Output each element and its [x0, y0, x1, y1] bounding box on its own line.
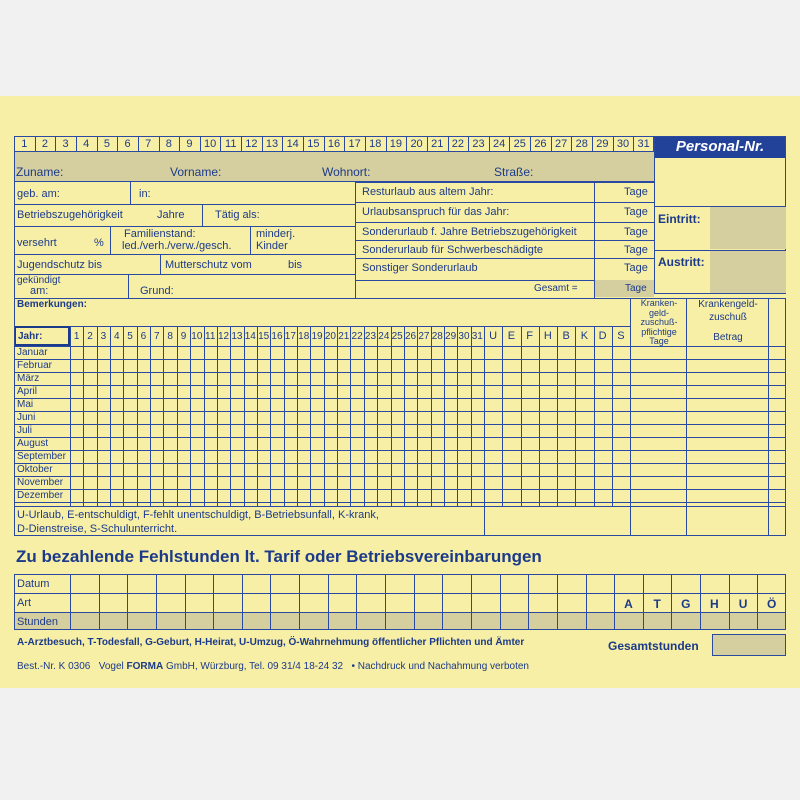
month-april: April: [17, 386, 38, 397]
day-header-divider: [448, 136, 449, 152]
wohnort-label: Wohnort:: [322, 165, 371, 179]
urlaub-row-unit: Tage: [624, 186, 648, 198]
fs-col-line: [442, 574, 443, 630]
grid-col-line: [217, 326, 218, 506]
grid-day-5: 5: [127, 331, 133, 342]
grid-row-line: [14, 463, 786, 464]
day-header-divider: [468, 136, 469, 152]
fs-col-line: [270, 574, 271, 630]
grid-day-9: 9: [180, 331, 187, 342]
urlaub-row-line: [356, 202, 654, 203]
grid-col-line: [457, 326, 458, 506]
krankengeld-tage-line: Kranken-: [640, 298, 678, 308]
fs-col-line: [500, 574, 501, 630]
day-header-23: 23: [472, 138, 485, 150]
urlaub-row-line: [356, 240, 654, 241]
grid-col-line: [177, 326, 178, 506]
grid-day-18: 18: [298, 331, 310, 342]
krankengeld-tage-line: zuschuß-: [640, 317, 678, 327]
austritt-label: Austritt:: [658, 255, 705, 269]
urlaub-row-label: Sonderurlaub für Schwerbeschädigte: [362, 244, 544, 256]
grid-row-line: [14, 502, 786, 503]
urlaub-row-line: [356, 258, 654, 259]
month-oktober: Oktober: [17, 464, 53, 475]
urlaub-row-unit: Tage: [624, 206, 648, 218]
grid-col-line: [337, 326, 338, 506]
grid-day-17: 17: [284, 331, 296, 342]
day-header-divider: [571, 136, 572, 152]
urlaub-row-line: [356, 182, 654, 183]
jugendschutz-label: Jugendschutz bis: [17, 259, 102, 271]
urlaub-row-label: Resturlaub aus altem Jahr:: [362, 186, 494, 198]
grid-col-line: [324, 326, 325, 506]
day-header-6: 6: [124, 138, 131, 150]
jahre-label: Jahre: [157, 209, 185, 221]
fs-row-stunden: Stunden: [17, 616, 58, 628]
fs-col-line: [356, 574, 357, 630]
grid-row-line: [14, 398, 786, 399]
fs-col-line: [242, 574, 243, 630]
day-header-divider: [344, 136, 345, 152]
grid-day-14: 14: [244, 331, 256, 342]
grid-col-line: [137, 326, 138, 506]
grid-col-line: [204, 326, 205, 506]
day-header-divider: [138, 136, 139, 152]
grid-row-line: [14, 489, 786, 490]
krankengeld-betrag-line: zuschuß: [709, 312, 747, 323]
vorname-label: Vorname:: [170, 165, 222, 179]
grid-day-13: 13: [231, 331, 243, 342]
day-header-divider: [633, 136, 634, 152]
krankengeld-tage-line: Tage: [649, 336, 669, 346]
geb-am-label: geb. am:: [17, 188, 60, 200]
strasse-label: Straße:: [494, 165, 534, 179]
grid-col-line: [110, 326, 111, 506]
day-header-16: 16: [327, 138, 341, 150]
code-col-line: [539, 326, 540, 506]
month-dezember: Dezember: [17, 490, 64, 501]
grid-col-line: [83, 326, 84, 506]
day-header-28: 28: [575, 138, 588, 150]
urlaub-row-label: Urlaubsanspruch für das Jahr:: [362, 206, 510, 218]
grid-row-line: [14, 424, 786, 425]
grid-col-line: [97, 326, 98, 506]
grid-col-line: [257, 326, 258, 506]
grid-col-line: [244, 326, 245, 506]
day-header-25: 25: [513, 138, 526, 150]
fs-col-line: [528, 574, 529, 630]
grid-col-line: [70, 326, 71, 506]
grid-day-26: 26: [404, 331, 417, 342]
day-header-31: 31: [637, 138, 650, 150]
zuname-label: Zuname:: [16, 165, 64, 179]
day-header-26: 26: [534, 138, 547, 150]
grid-day-10: 10: [191, 331, 203, 342]
grid-row-line: [14, 476, 786, 477]
day-header-11: 11: [225, 138, 237, 150]
day-header-divider: [551, 136, 552, 152]
footer-notice: • Nachdruck und Nachahmung verboten: [351, 661, 529, 672]
grid-col-line: [377, 326, 378, 506]
day-header-4: 4: [83, 138, 90, 150]
grid-day-19: 19: [311, 331, 323, 342]
grid-day-20: 20: [324, 331, 336, 342]
month-mai: Mai: [17, 399, 34, 410]
day-header-2: 2: [41, 138, 49, 150]
art-code-H: H: [710, 597, 719, 611]
day-header-divider: [489, 136, 490, 152]
fs-col-line: [299, 574, 300, 630]
gesamt-unit: Tage: [625, 283, 647, 294]
grund-label: Grund:: [140, 285, 174, 297]
grid-day-29: 29: [445, 331, 457, 342]
code-F: F: [526, 330, 533, 342]
day-header-divider: [365, 136, 366, 152]
grid-col-line: [471, 326, 472, 506]
grid-col-line: [431, 326, 432, 506]
betriebszugehoerigkeit-label: Betriebszugehörigkeit: [17, 209, 123, 221]
percent-label: %: [94, 237, 104, 249]
grid-day-1: 1: [73, 331, 80, 342]
art-code-Ö: Ö: [767, 597, 777, 611]
krankengeld-betrag-line: Krankengeld-: [698, 299, 758, 310]
krankengeld-tage-line: geld-: [648, 307, 669, 318]
art-code-U: U: [738, 597, 748, 611]
code-B: B: [562, 330, 570, 342]
day-header-divider: [220, 136, 221, 152]
fs-col-line: [99, 574, 100, 630]
day-header-19: 19: [389, 138, 403, 150]
personal-nr-header: Personal-Nr.: [654, 136, 786, 158]
urlaub-row-label: Sonderurlaub f. Jahre Betriebszugehörigkeit: [362, 226, 577, 238]
urlaub-row-unit: Tage: [624, 262, 648, 274]
gesamt-label: Gesamt =: [534, 283, 578, 294]
day-header-divider: [427, 136, 428, 152]
fs-col-line: [557, 574, 558, 630]
day-header-15: 15: [307, 138, 320, 150]
grid-row-line: [14, 411, 786, 412]
day-header-divider: [117, 136, 118, 152]
day-header-24: 24: [493, 138, 506, 150]
day-header-22: 22: [451, 138, 464, 150]
grid-day-7: 7: [154, 331, 160, 342]
day-header-10: 10: [203, 138, 217, 150]
grid-row-line: [14, 437, 786, 438]
footer-forma: FORMA: [126, 661, 164, 672]
day-header-divider: [241, 136, 242, 152]
urlaub-row-unit: Tage: [624, 244, 648, 256]
grid-day-23: 23: [364, 331, 377, 342]
day-header-divider: [530, 136, 531, 152]
day-header-divider: [386, 136, 387, 152]
footer-best-nr: Best.-Nr. K 0306: [17, 661, 91, 672]
grid-col-line: [297, 326, 298, 506]
grid-row-line: [14, 359, 786, 360]
fs-col-line: [213, 574, 214, 630]
day-header-14: 14: [286, 138, 299, 150]
fs-col-line: [185, 574, 186, 630]
code-D: D: [598, 330, 607, 342]
day-header-8: 8: [165, 138, 172, 150]
fs-row-datum: Datum: [17, 578, 50, 590]
art-code-T: T: [653, 597, 661, 611]
art-code-G: G: [681, 597, 691, 611]
code-col-line: [612, 326, 613, 506]
day-header-17: 17: [348, 138, 361, 150]
day-header-divider: [179, 136, 180, 152]
jahr-label: Jahr:: [18, 331, 43, 342]
footer-vogel: Vogel: [98, 661, 124, 672]
fehlstunden-legend: A-Arztbesuch, T-Todesfall, G-Geburt, H-Heirat, U-Umzug, Ö-Wahrnehmung öffentlicher Pflichten und Ämter: [17, 637, 525, 648]
code-U: U: [489, 330, 498, 342]
day-header-divider: [97, 136, 98, 152]
day-header-20: 20: [410, 138, 423, 150]
month-februar: Februar: [17, 360, 53, 371]
grid-col-line: [310, 326, 311, 506]
familienstand-values: led./verh./verw./gesch.: [122, 240, 232, 252]
footer-company: GmbH, Würzburg, Tel. 09 31/4 18-24 32: [165, 661, 344, 672]
fs-row-art: Art: [17, 597, 32, 609]
grid-col-line: [391, 326, 392, 506]
grid-day-11: 11: [205, 331, 216, 342]
grid-col-line: [404, 326, 405, 506]
grid-day-2: 2: [87, 331, 93, 342]
day-header-divider: [324, 136, 325, 152]
day-header-divider: [262, 136, 263, 152]
day-header-29: 29: [596, 138, 609, 150]
month-november: November: [17, 477, 64, 488]
grid-row-line: [14, 385, 786, 386]
day-header-3: 3: [62, 138, 69, 150]
grid-day-27: 27: [418, 331, 430, 342]
grid-day-4: 4: [113, 331, 120, 342]
austritt-value-field[interactable]: [710, 251, 786, 293]
grid-row-line: [14, 450, 786, 451]
grid-col-line: [284, 326, 285, 506]
urlaub-row-unit: Tage: [624, 226, 648, 238]
gesamtstunden-field[interactable]: [712, 634, 786, 656]
code-S: S: [617, 330, 625, 342]
taetig-als-label: Tätig als:: [215, 209, 260, 221]
eintritt-value-field[interactable]: [710, 207, 786, 249]
day-header-divider: [303, 136, 304, 152]
month-januar: Januar: [17, 347, 48, 358]
month-august: August: [17, 438, 49, 449]
day-header-18: 18: [369, 138, 382, 150]
code-H: H: [543, 330, 552, 342]
day-header-divider: [592, 136, 593, 152]
fehlstunden-title: Zu bezahlende Fehlstunden lt. Tarif oder Betriebsvereinbarungen: [16, 547, 542, 566]
grid-col-line: [270, 326, 271, 506]
grid-day-25: 25: [391, 331, 403, 342]
grid-day-12: 12: [218, 331, 230, 342]
fs-row-line: [14, 612, 786, 613]
stunden-row-shade: [15, 612, 785, 629]
day-header-divider: [35, 136, 36, 152]
grid-col-line: [150, 326, 151, 506]
fs-row-line: [14, 593, 786, 594]
day-header-divider: [613, 136, 614, 152]
grid-col-line: [230, 326, 231, 506]
month-märz: März: [17, 373, 40, 384]
am-label: am:: [30, 285, 49, 297]
minderj-label: minderj.: [256, 228, 296, 240]
day-header-12: 12: [245, 138, 258, 150]
fs-col-line: [414, 574, 415, 630]
grid-day-16: 16: [271, 331, 283, 342]
legend-line-2: D-Dienstreise, S-Schulunterricht.: [17, 523, 178, 535]
fs-col-line: [471, 574, 472, 630]
fs-col-line: [328, 574, 329, 630]
grid-day-30: 30: [458, 331, 470, 342]
grid-col-line: [163, 326, 164, 506]
day-header-divider: [200, 136, 201, 152]
bis-label: bis: [288, 259, 303, 271]
familienstand-label: Familienstand:: [124, 228, 196, 240]
fs-col-line: [385, 574, 386, 630]
grid-row-line: [14, 346, 786, 347]
grid-day-31: 31: [471, 331, 483, 342]
code-col-line: [594, 326, 595, 506]
day-header-21: 21: [431, 138, 444, 150]
day-header-30: 30: [616, 138, 630, 150]
code-col-line: [557, 326, 558, 506]
grid-day-6: 6: [140, 331, 147, 342]
fs-col-line: [586, 574, 587, 630]
fs-col-line: [156, 574, 157, 630]
versehrt-label: versehrt: [17, 237, 57, 249]
krankengeld-betrag-line: Betrag: [713, 332, 743, 343]
code-K: K: [580, 330, 589, 342]
grid-day-21: 21: [338, 331, 350, 342]
legend-line-1: U-Urlaub, E-entschuldigt, F-fehlt unentschuldigt, B-Betriebsunfall, K-krank,: [17, 509, 379, 521]
grid-col-line: [350, 326, 351, 506]
code-E: E: [507, 330, 516, 342]
urlaub-row-line: [356, 222, 654, 223]
grid-col-line: [123, 326, 124, 506]
grid-col-line: [190, 326, 191, 506]
grid-col-line: [444, 326, 445, 506]
day-header-divider: [159, 136, 160, 152]
eintritt-label: Eintritt:: [658, 212, 701, 226]
gesamtstunden-label: Gesamtstunden: [608, 639, 699, 653]
in-label: in:: [139, 188, 151, 200]
mutterschutz-label: Mutterschutz vom: [165, 259, 252, 271]
grid-day-8: 8: [167, 331, 173, 342]
fs-col-line: [70, 574, 71, 630]
grid-row-line: [14, 372, 786, 373]
day-header-divider: [406, 136, 407, 152]
kinder-label: Kinder: [256, 240, 288, 252]
day-header-13: 13: [265, 138, 279, 150]
code-col-line: [521, 326, 522, 506]
fs-col-line: [127, 574, 128, 630]
urlaub-row-label: Sonstiger Sonderurlaub: [362, 262, 478, 274]
day-header-1: 1: [21, 138, 28, 150]
code-col-line: [575, 326, 576, 506]
day-header-divider: [282, 136, 283, 152]
grid-day-24: 24: [378, 331, 390, 342]
art-code-A: A: [624, 597, 633, 611]
month-juli: Juli: [17, 425, 33, 436]
day-header-divider: [55, 136, 56, 152]
footer: [17, 662, 529, 672]
day-header-5: 5: [103, 138, 110, 150]
day-header-divider: [509, 136, 510, 152]
grid-col-line: [417, 326, 418, 506]
grid-day-15: 15: [258, 331, 270, 342]
month-september: September: [17, 451, 66, 462]
grid-col-line: [364, 326, 365, 506]
day-header-7: 7: [145, 138, 152, 150]
month-juni: Juni: [17, 412, 36, 423]
day-header-27: 27: [554, 138, 568, 150]
grid-day-28: 28: [431, 331, 443, 342]
gekuendigt-label: gekündigt: [17, 275, 61, 286]
grid-day-3: 3: [100, 331, 107, 342]
bemerkungen-label: Bemerkungen:: [17, 299, 88, 310]
day-header-divider: [76, 136, 77, 152]
grid-day-22: 22: [351, 331, 363, 342]
attendance-grid: [14, 326, 786, 536]
code-col-line: [502, 326, 503, 506]
day-header-9: 9: [186, 138, 193, 150]
krankengeld-tage-line: pflichtige: [641, 326, 677, 337]
